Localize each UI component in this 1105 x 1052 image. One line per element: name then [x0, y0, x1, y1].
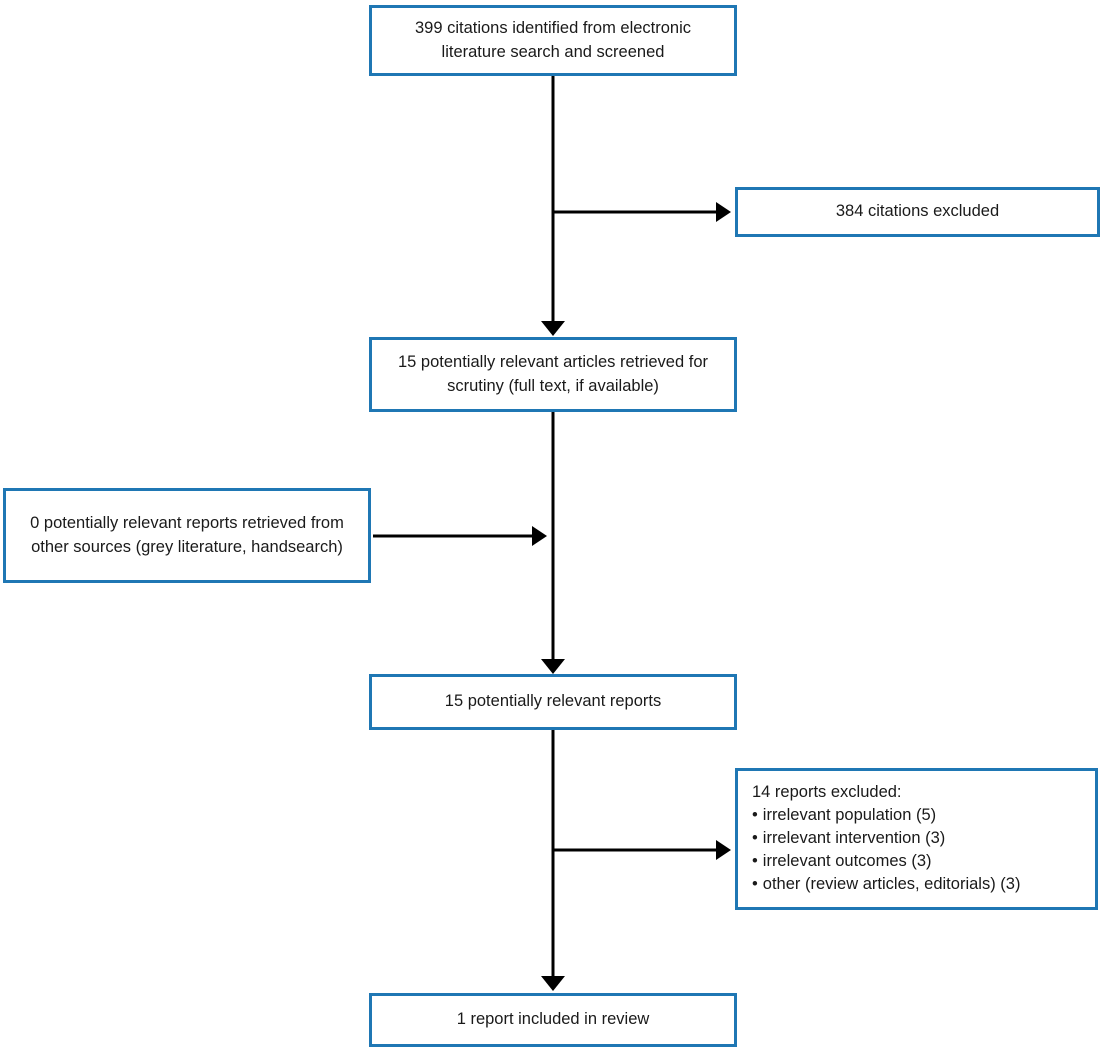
bullet-glyph: • — [752, 875, 758, 893]
box-other-sources — [3, 488, 371, 583]
arrow-branch-citations-excluded-head — [716, 202, 731, 222]
exclusion-reason-item — [752, 827, 1085, 850]
exclusion-reason-text: other (review articles, editorials) (3) — [762, 875, 1021, 893]
box-reports-excluded — [735, 768, 1098, 910]
arrow-reports-to-included — [541, 730, 565, 991]
arrow-reports-to-included-head — [541, 976, 565, 991]
arrow-retrieved-to-reports — [541, 412, 565, 674]
box-articles-retrieved-text: 15 potentially relevant articles retrieved for scrutiny (full text, if available) — [398, 353, 708, 395]
exclusion-reason-text: irrelevant outcomes (3) — [762, 852, 932, 870]
bullet-glyph: • — [752, 806, 758, 824]
box-citations-excluded-text: 384 citations excluded — [835, 202, 1000, 221]
arrow-branch-reports-excluded — [553, 840, 731, 860]
exclusion-reason-item — [752, 850, 1085, 873]
bullet-glyph: • — [752, 829, 758, 847]
arrow-branch-reports-excluded-head — [716, 840, 731, 860]
box-report-included-text: 1 report included in review — [456, 1010, 650, 1029]
box-citations-identified — [369, 5, 737, 76]
arrow-branch-citations-excluded — [553, 202, 731, 222]
exclusion-reason-item — [752, 873, 1085, 896]
box-report-included — [369, 993, 737, 1047]
box-citations-excluded — [735, 187, 1100, 237]
arrow-retrieved-to-reports-head — [541, 659, 565, 674]
exclusion-reason-text: irrelevant intervention (3) — [762, 829, 946, 847]
box-citations-identified-text: 399 citations identified from electronic literature search and screened — [414, 19, 692, 61]
exclusion-reason-item — [752, 804, 1085, 827]
bullet-glyph: • — [752, 852, 758, 870]
exclusion-reason-text: irrelevant population (5) — [762, 806, 937, 824]
box-articles-retrieved — [369, 337, 737, 412]
box-relevant-reports — [369, 674, 737, 730]
box-other-sources-text: 0 potentially relevant reports retrieved from other sources (grey literature, handsearch) — [30, 514, 344, 556]
arrow-other-sources-join — [373, 526, 547, 546]
arrow-screened-to-retrieved-head — [541, 321, 565, 336]
arrow-other-sources-join-head — [532, 526, 547, 546]
box-reports-excluded-title: 14 reports excluded: — [752, 783, 902, 801]
box-relevant-reports-text: 15 potentially relevant reports — [444, 692, 662, 711]
exclusion-reason-list — [752, 804, 1085, 896]
arrow-screened-to-retrieved — [541, 76, 565, 336]
